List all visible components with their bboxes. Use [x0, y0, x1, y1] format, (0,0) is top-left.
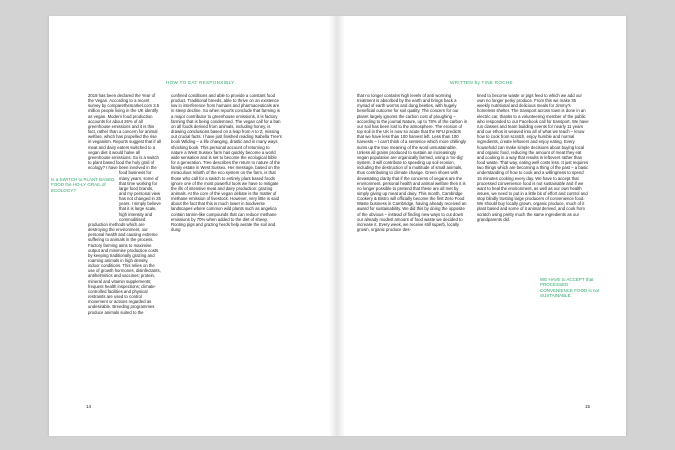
page-number: 15 — [585, 404, 591, 409]
pull-quote: Is a SWITCH to PLANT BASED FOOD the HO-LY GRAIL of ECOLOGY? — [51, 177, 115, 193]
right-page — [337, 16, 626, 436]
running-head: HOW TO EAT RESPONSIBLY — [166, 80, 235, 85]
running-head: WRITTEN by TINE ROCHE — [450, 80, 513, 85]
left-page — [49, 16, 337, 436]
pull-quote: WE HAVE to ACCEPT that PROCESSED CONVENIENCE FOOD is not SUSTAINABLE. — [540, 277, 600, 298]
body-text: tined to become waste or pigs feed to which we add our own no longer perky produce. From this we make 35 weekly nutritional and delicious meals for Jimmy's homeless shelter. The transport across town is done in an electric car, thanks to a volunteering member of the public who responded to our Facebook call for transport. We have run classes and team building events for nearly 11 years and our ethos is weaved into all of what we teach – know how to cook from scratch, enjoy humble and normal ingredients, create leftovers and enjoy eating. Every household can make simple decisions about buying local and organic food, reducing the amount of meat they eat and cooking in a way that results in leftovers rather than food waste. That way, eating well costs less. It just requires two things which are becoming a thing of the past – a basic understanding of how to cook and a willingness to spend 15 minutes cooking every day. We have to accept that processed convenience food is not sustainable and if we want to heal the environment, as well as our own health issues, we need to put in a little bit of effort and control and stop blindly trusting large producers of convenience food. We should buy locally grown, organic produce, much of it plant based and some of it animal derived, and cook from scratch using pretty much the same ingredients as our grandparents did. — [477, 93, 589, 222]
text-column-1 — [88, 93, 161, 315]
text-column-1 — [357, 93, 468, 232]
body-text: confined conditions and able to provide a constant food product. Traditional breeds, able to thrive on an existence low in interference from humans and pharmaceuticals are in steep decline. So when reports conclude that farming is a major contributor to greenhouse emissions, it is factory farming that is being condemned. The vegan call for a ban on all foods derived from animals, including honey, is drawing conclusions based on a leap from A to Z, missing out crucial facts. I have just finished reading Isabella Tree's book Wilding – a life changing, drastic and in many ways shocking book. This personal account of returning to nature a West Sussex farm has quickly become a world wide sensation and is set to become the ecological bible for a generation. Tree describes the return to nature of the family estate in West Sussex. Her message, based on the miraculous rebirth of the eco system on the farm, is that those who call for a switch to entirely plant based foods ignore one of the most powerful tools we have to mitigate the ills of intensive meat and dairy production: grazing animals. At the core of the vegan debate is the matter of methane emission of livestock. However, very little is said about the fact that this is much lower in biodiverse landscapes where common wild plants such as angelica contain tannin-like compounds that can reduce methane emissions by 70% when added to the diet of sheep. Rooting pigs and grazing herds help aerate the soil and dung — [171, 93, 282, 233]
text-column-2 — [171, 93, 282, 232]
text-column-2 — [477, 93, 589, 305]
page-number: 14 — [86, 404, 92, 409]
body-text: that no longer contains high levels of anti worming treatment is absorbed by the earth and brings back a myriad of earth worms and dung beetles, with hugely beneficial outcome for soil quality. The concern for our planet largely ignores the carbon cost of ploughing – according to the journal Nature, up to 78% of the carbon in our soil has been lost to the atmosphere. The erosion of top soil in the UK is now so acute that the NFU predicts that we have less than 100 harvest left. Less than 100 harvests – I can't think of a sentence which more chillingly sums up the true meaning of the word unsustainable. Unless all grains produced to sustain an increasingly vegan population are organically farmed, using a 'no-dig' system, it will contribute to speeding up soil erosion, including the destruction of a multitude of small animals, thus contributing to climate change. Green shoes with devastating clarity that if the concerns of vegans are the environment, personal health and animal welfare then it is no longer possible to pretend that these are all met by simply giving up meat and dairy. This month, Cambridge Cookery & Bistro will officially become the first Zero Food Waste business in Cambridge, having already received an award for sustainability. We did this by doing the opposite of the obvious – instead of finding new ways to cut down our already modest amount of food waste we decided to increase it. Every week, we receive still superb, locally grown, organic produce des- — [357, 93, 468, 233]
body-text: 2019 has been declared the Year of the Vegan. According to a recent survey by comparethemarket.com 3.5 million people living in the UK identify as vegan. Modern food production accounts for about 26% of all greenhouse emissions and it is this fact, rather than a concern for animal welfare, which has propelled the rise in veganism. Reports suggest that if all meat and dairy eaters switched to a vegan diet it would halve all greenhouse emissions. So is a switch to plant based food the holy grail of ecology? I have been involved in the food business for many years, some of that time working for large food brands, and my personal view has not changed in 25 years. I simply believe that it is large scale, high intensity and commoditised production methods which are destroying the environment, our personal health and causing extreme suffering to animals in the process. Factory farming aims to maximise output and minimise production costs by keeping traditionally grazing and roaming animals in high density, indoor conditions. This relies on the use of growth hormones, disinfectants, antihelminics and vaccines; protein, mineral and vitamin supplements; frequent health inspections; climate-controlled facilities and physical restraints are used to control movement or actions regarded as undesirable. Breeding programmes produce animals suited to the — [88, 93, 161, 315]
